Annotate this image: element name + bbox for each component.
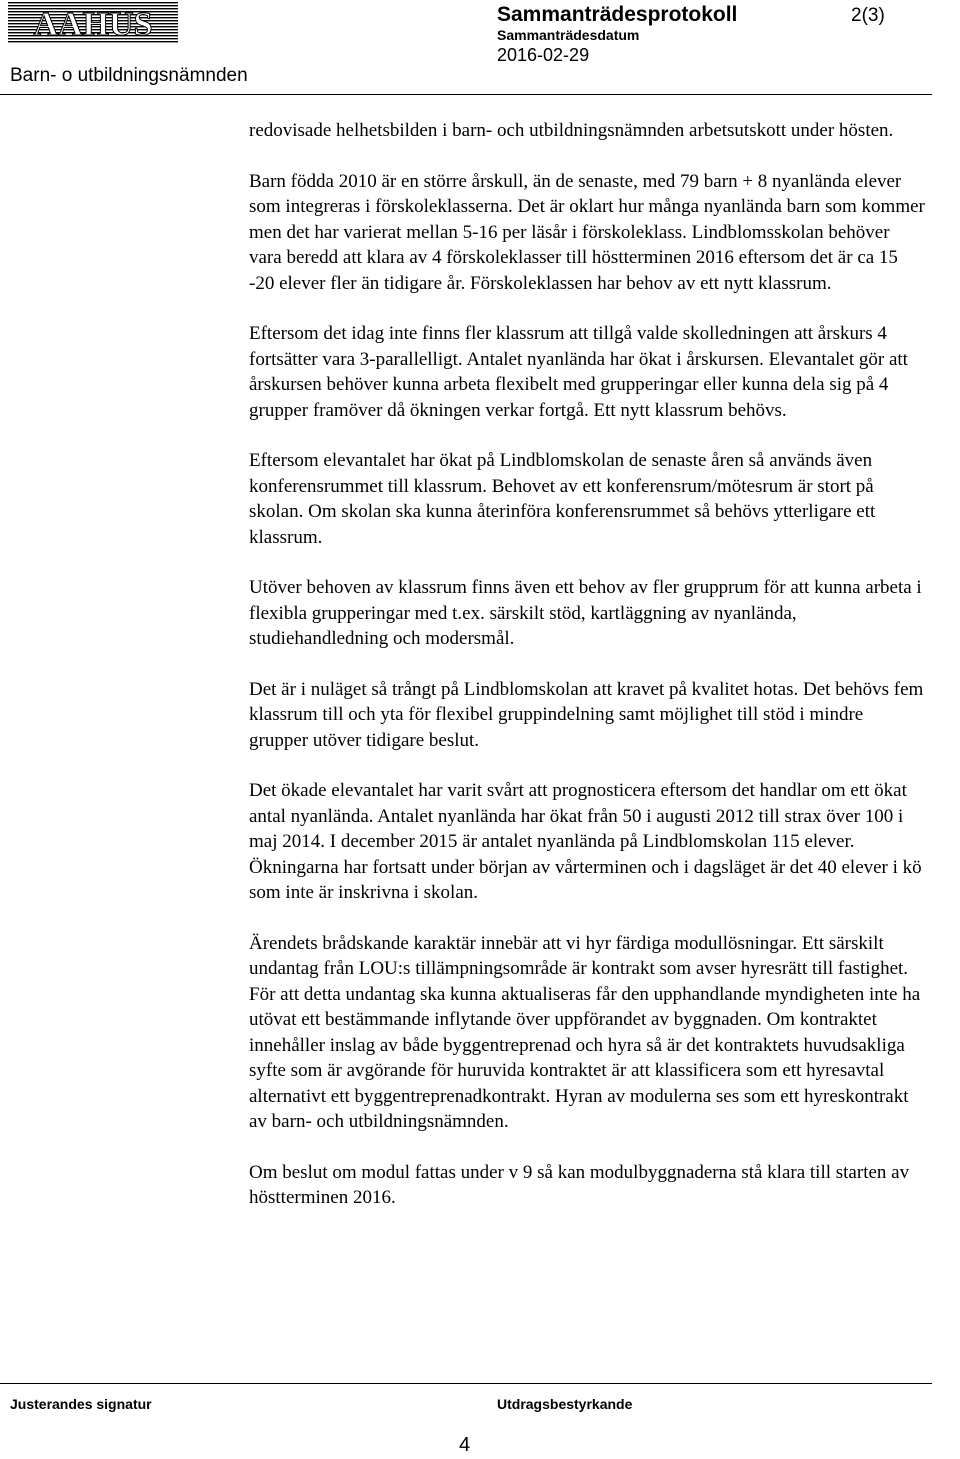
paragraph: Om beslut om modul fattas under v 9 så kan modulbyggnaderna stå klara till starten av höstterminen 2016.	[249, 1161, 910, 1208]
certification-label: Utdragsbestyrkande	[497, 1396, 633, 1412]
municipality-logo-icon	[8, 2, 178, 44]
paragraph: Ärendets brådskande karaktär innebär att vi hyr färdiga modullösningar. Ett särskilt undantag från LOU:s tillämpningsområde är kontrakt som avser hyresrätt till fastighet. För att detta undantag ska kunna aktualiseras får den upphandlande myndigheten inte ha utövat ett bestämmande inflytande över uppförandet av byggnaden. Om kontraktet innehåller inslag av både byggentreprenad och hyra så är det kontraktets huvudsakliga syfte som är avgörande för huruvida kontraktet är att klassificera som ett hyresavtal alternativt ett byggentreprenadkontrakt. Hyran av modulerna ses som ett hyreskontrakt av barn- och utbildningsnämnden.	[249, 932, 921, 1132]
meeting-date-label: Sammanträdesdatum	[497, 27, 640, 43]
document-body	[249, 118, 925, 1236]
paragraph: redovisade helhetsbilden i barn- och utbildningsnämnden arbetsutskott under hösten.	[249, 120, 894, 141]
page-number: 4	[459, 1434, 471, 1456]
organization-name: Barn- o utbildningsnämnden	[10, 65, 248, 86]
page-indicator: 2(3)	[851, 5, 885, 26]
paragraph: Eftersom elevantalet har ökat på Lindblomskolan de senaste åren så används även konferensrummet till klassrum. Behovet av ett konferensrum/mötesrum är stort på skolan. Om skolan ska kunna återinföra konferensrummet så behövs ytterligare ett klassrum.	[249, 450, 876, 548]
paragraph: Eftersom det idag inte finns fler klassrum att tillgå valde skolledningen att årskurs 4 fortsätter vara 3-parallelligt. Antalet nyanlända har ökat i årskursen. Elevantalet gör att årskursen behöver kunna arbeta flexibelt med grupperingar eller kunna dela sig på 4 grupper framöver då ökningen verkar fortgå. Ett nytt klassrum behövs.	[249, 323, 908, 421]
paragraph: Det ökade elevantalet har varit svårt att prognosticera eftersom det handlar om ett ökat antal nyanlända. Antalet nyanlända har ökat från 50 i augusti 2012 till strax över 100 i maj 2014. I december 2015 är antalet nyanlända på Lindblomskolan 115 elever. Ökningarna har fortsatt under början av vårterminen och i dagsläget är det 40 elever i kö som inte är inskrivna i skolan.	[249, 780, 922, 903]
svg-text:AAHUS: AAHUS	[33, 6, 153, 43]
paragraph: Utöver behoven av klassrum finns även ett behov av fler grupprum för att kunna arbeta i flexibla grupperingar med t.ex. särskilt stöd, kartläggning av nyanlända, studiehandledning och modersmål.	[249, 577, 922, 649]
footer-divider	[0, 1383, 932, 1384]
signature-label: Justerandes signatur	[10, 1396, 152, 1412]
document-title: Sammanträdesprotokoll	[497, 3, 738, 26]
header-divider	[0, 94, 932, 95]
paragraph: Det är i nuläget så trångt på Lindblomskolan att kravet på kvalitet hotas. Det behövs fem klassrum till och yta för flexibel gruppindelning samt möjlighet till stöd i mindre grupper utöver tidigare beslut.	[249, 678, 924, 751]
paragraph: Barn födda 2010 är en större årskull, än de senaste, med 79 barn + 8 nyanlända elever som integreras i förskoleklasserna. Det är oklart hur många nyanlända barn som kommer men det har varierat mellan 5-16 per läsår i förskoleklass. Lindblomsskolan behöver vara beredd att klara av 4 förskoleklasser till höstterminen 2016 eftersom det är ca 15 -20 elever fler än tidigare år. Förskoleklassen har behov av ett nytt klassrum.	[249, 170, 925, 294]
meeting-date: 2016-02-29	[497, 45, 590, 65]
